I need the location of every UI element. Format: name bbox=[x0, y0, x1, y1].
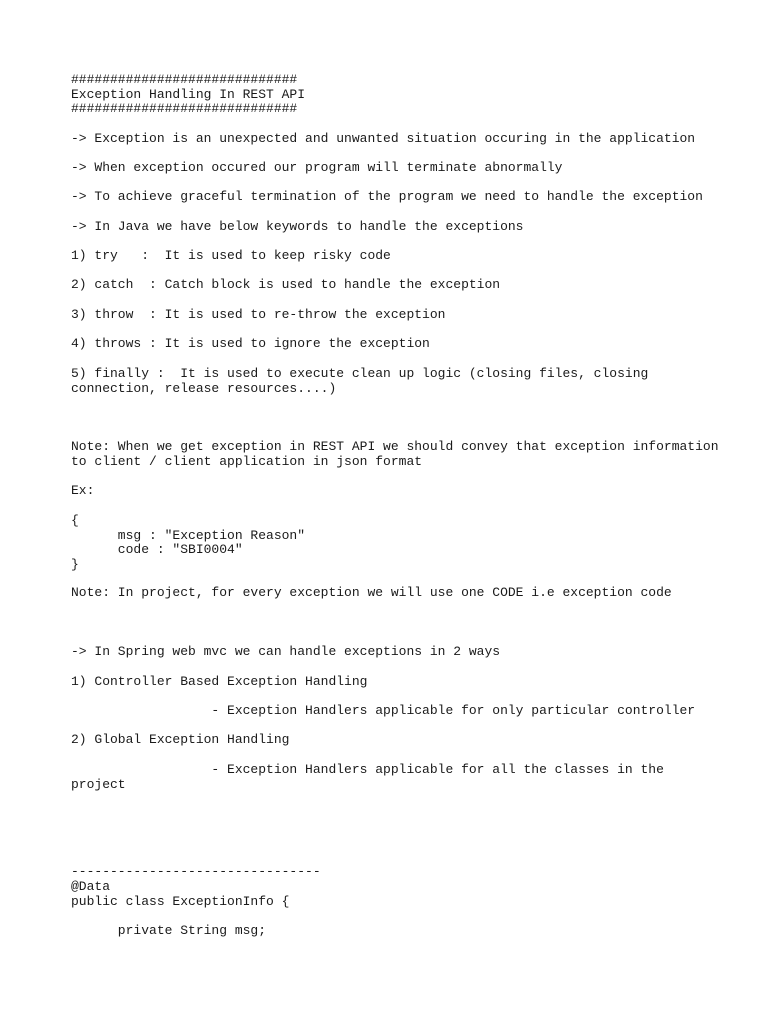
point-graceful-termination: -> To achieve graceful termination of the program we need to handle the exception bbox=[71, 189, 703, 204]
json-close-brace: } bbox=[71, 557, 79, 572]
way-global-desc-line2: project bbox=[71, 777, 126, 792]
point-abnormal-termination: -> When exception occured our program will terminate abnormally bbox=[71, 160, 563, 175]
way-controller-based-desc: - Exception Handlers applicable for only particular controller bbox=[71, 703, 696, 718]
json-msg-line: msg : "Exception Reason" bbox=[71, 528, 306, 543]
point-java-keywords: -> In Java we have below keywords to handle the exceptions bbox=[71, 219, 524, 234]
header-rule-bottom: ############################# bbox=[71, 101, 298, 116]
example-label: Ex: bbox=[71, 483, 95, 498]
keyword-throw: 3) throw : It is used to re-throw the exception bbox=[71, 307, 446, 322]
header-rule-top: ############################# bbox=[71, 72, 298, 87]
keyword-finally-line2: connection, release resources....) bbox=[71, 381, 337, 396]
way-global: 2) Global Exception Handling bbox=[71, 732, 290, 747]
keyword-finally-line1: 5) finally : It is used to execute clean up logic (closing files, closing bbox=[71, 366, 649, 381]
note-exception-code: Note: In project, for every exception we will use one CODE i.e exception code bbox=[71, 585, 672, 600]
note-rest-api-line2: to client / client application in json format bbox=[71, 454, 423, 469]
code-annotation: @Data bbox=[71, 879, 111, 894]
document-title: Exception Handling In REST API bbox=[71, 87, 306, 102]
json-open-brace: { bbox=[71, 513, 79, 528]
code-class-declaration: public class ExceptionInfo { bbox=[71, 894, 290, 909]
keyword-try: 1) try : It is used to keep risky code bbox=[71, 248, 391, 263]
point-exception-definition: -> Exception is an unexpected and unwanted situation occuring in the application bbox=[71, 131, 696, 146]
code-field-msg: private String msg; bbox=[71, 923, 267, 938]
note-rest-api-line1: Note: When we get exception in REST API we should convey that exception information bbox=[71, 439, 719, 454]
keyword-catch: 2) catch : Catch block is used to handle the exception bbox=[71, 277, 501, 292]
keyword-throws: 4) throws : It is used to ignore the exception bbox=[71, 336, 430, 351]
json-code-line: code : "SBI0004" bbox=[71, 542, 243, 557]
spring-intro: -> In Spring web mvc we can handle exceptions in 2 ways bbox=[71, 644, 501, 659]
code-separator: -------------------------------- bbox=[71, 864, 321, 879]
way-global-desc-line1: - Exception Handlers applicable for all the classes in the bbox=[71, 762, 664, 777]
way-controller-based: 1) Controller Based Exception Handling bbox=[71, 674, 368, 689]
